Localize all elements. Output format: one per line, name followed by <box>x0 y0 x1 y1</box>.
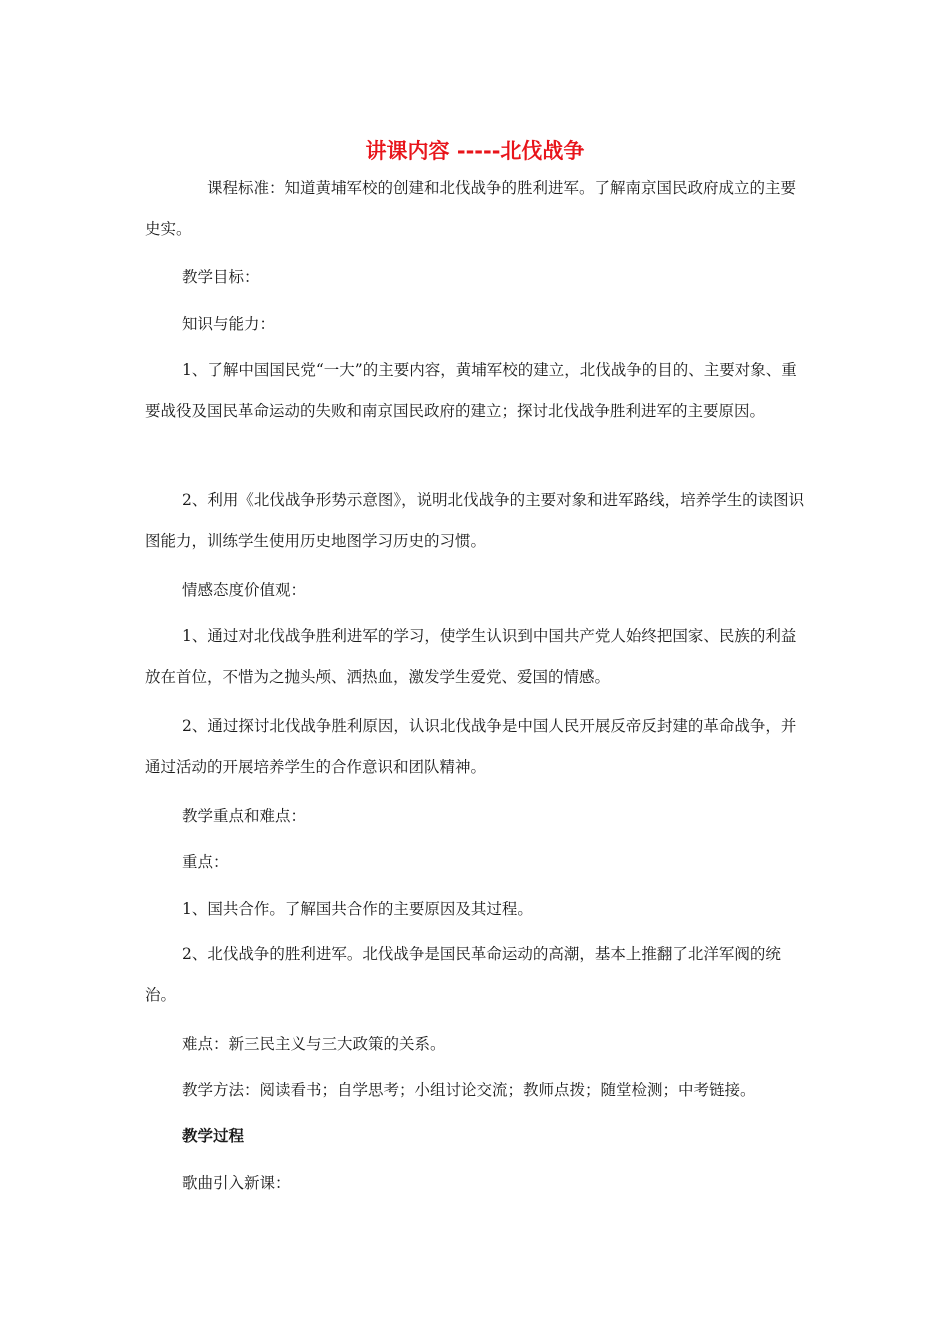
emotion-item-2: 2、通过探讨北伐战争胜利原因，认识北伐战争是中国人民开展反帝反封建的革命战争，并通过活动的开展培养学生的合作意识和团队精神。 <box>145 717 797 776</box>
key-point-1: 1、国共合作。了解国共合作的主要原因及其过程。 <box>182 900 533 918</box>
key-point-2: 2、北伐战争的胜利进军。北伐战争是国民革命运动的高潮，基本上推翻了北洋军阀的统治。 <box>145 945 781 1004</box>
emotion-values-heading: 情感态度价值观： <box>182 581 307 599</box>
course-standard: 课程标准：知道黄埔军校的创建和北伐战争的胜利进军。了解南京国民政府成立的主要史实。 <box>145 179 797 238</box>
knowledge-ability-heading: 知识与能力： <box>182 315 276 333</box>
focus-difficulty-heading: 教学重点和难点： <box>182 807 307 825</box>
song-intro: 歌曲引入新课： <box>182 1174 291 1192</box>
teaching-methods: 教学方法：阅读看书；自学思考；小组讨论交流；教师点拨；随堂检测；中考链接。 <box>182 1081 756 1099</box>
teaching-goals-heading: 教学目标： <box>182 268 260 286</box>
knowledge-item-2: 2、利用《北伐战争形势示意图》，说明北伐战争的主要对象和进军路线，培养学生的读图识图能力，训练学生使用历史地图学习历史的习惯。 <box>145 491 805 550</box>
key-point-heading: 重点： <box>182 853 229 871</box>
emotion-item-1: 1、通过对北伐战争胜利进军的学习，使学生认识到中国共产党人始终把国家、民族的利益放在首位，不惜为之抛头颅、洒热血，激发学生爱党、爱国的情感。 <box>145 627 797 686</box>
teaching-process-heading: 教学过程 <box>182 1127 245 1145</box>
knowledge-item-1: 1、了解中国国民党“一大”的主要内容，黄埔军校的建立，北伐战争的目的、主要对象、重要战役及国民革命运动的失败和南京国民政府的建立；探讨北伐战争胜利进军的主要原因。 <box>145 361 797 420</box>
difficulty-point: 难点：新三民主义与三大政策的关系。 <box>182 1035 446 1053</box>
document-title: 讲课内容 -----北伐战争 <box>365 139 585 163</box>
